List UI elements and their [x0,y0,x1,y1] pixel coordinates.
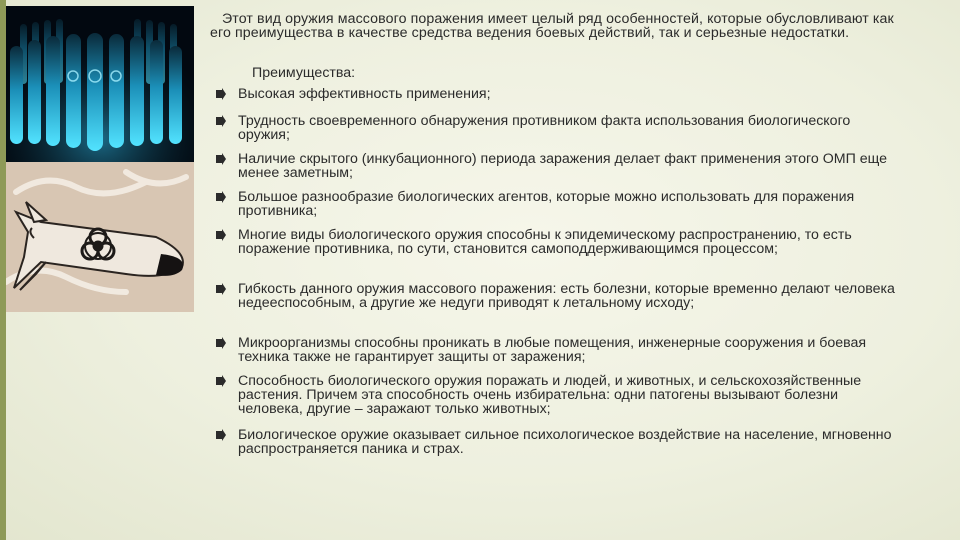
arrow-bullet-icon [215,282,227,296]
list-item-text: Большое разнообразие биологических агентов, которые можно использовать для поражения противника; [238,189,855,219]
test-tubes-photo [6,6,194,162]
list-item-text: Высокая эффективность применения; [238,86,491,102]
intro-text: Этот вид оружия массового поражения имеет целый ряд особенностей, которые обусловливают как его преимущества в качестве средства ведения боевых действий, так и серьезные недостатки. [210,11,894,41]
list-item-text: Гибкость данного оружия массового поражения: есть болезни, которые временно делают человека недееспособным, а другие же недуги приводят к летальному исходу; [238,281,895,311]
arrow-bullet-icon [215,428,227,442]
intro-paragraph [210,12,910,40]
arrow-bullet-icon [215,190,227,204]
list-item-text: Микроорганизмы способны проникать в любые помещения, инженерные сооружения и боевая техника также не гарантирует защиты от заражения; [238,335,867,365]
advantages-heading: Преимущества: [252,65,356,81]
list-item-text: Трудность своевременного обнаружения противником факта использования биологического оружия; [238,113,851,143]
list-item-text: Наличие скрытого (инкубационного) периода заражения делает факт применения этого ОМП еще менее заметным; [238,151,888,181]
list-item-text: Способность биологического оружия поражать и людей, и животных, и сельскохозяйственные растения. Причем эта способность очень избирательна: одни патогены вызывают болезни человека, другие – заражают только животных; [238,373,862,417]
list-item-text: Многие виды биологического оружия способны к эпидемическому распространению, то есть поражение противника, по сути, становится самоподдерживающимся процессом; [238,227,852,257]
arrow-bullet-icon [215,87,227,101]
list-item-text: Биологическое оружие оказывает сильное психологическое воздействие на население, мгновенно распространяется паника и страх. [238,427,892,457]
arrow-bullet-icon [215,114,227,128]
arrow-bullet-icon [215,152,227,166]
missile-illustration [6,162,194,312]
arrow-bullet-icon [215,228,227,242]
arrow-bullet-icon [215,374,227,388]
arrow-bullet-icon [215,336,227,350]
